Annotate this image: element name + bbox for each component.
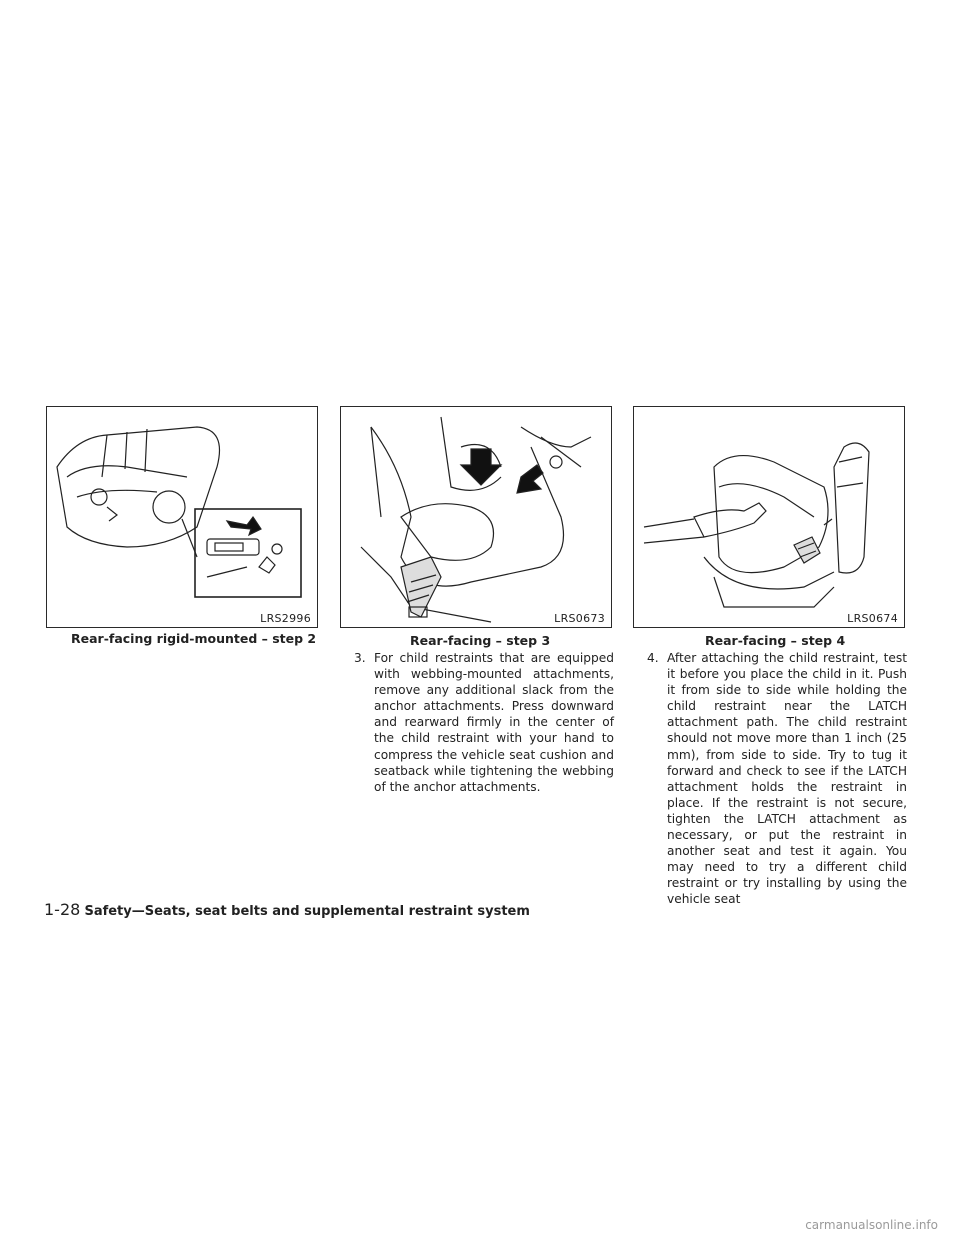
- watermark: carmanualsonline.info: [805, 1218, 938, 1232]
- section-title: Safety—Seats, seat belts and supplemental restraint system: [84, 904, 530, 919]
- figure-code: LRS2996: [260, 612, 311, 625]
- figure-caption: Rear-facing – step 3: [410, 633, 551, 648]
- press-down-child-seat-illustration: [341, 407, 611, 627]
- step-number: 3.: [354, 651, 366, 665]
- page-footer: [44, 900, 530, 919]
- figure-rigid-mounted-step-2: [46, 406, 318, 628]
- step-4: [647, 650, 907, 908]
- rigid-mounted-latch-illustration: [47, 407, 317, 627]
- step-text: For child restraints that are equipped with webbing-mounted attachments, remove any additional slack from the anchor attachments. Press downward and rearward firmly in the center of the child restraint with your hand to compress the vehicle seat cushion and seatback while tightening the webbing of the anchor attachments.: [374, 651, 614, 794]
- step-number: 4.: [647, 651, 659, 665]
- figure-rear-facing-step-4: [633, 406, 905, 628]
- figure-caption: Rear-facing – step 4: [705, 633, 846, 648]
- figure-code: LRS0673: [554, 612, 605, 625]
- test-child-seat-illustration: [634, 407, 904, 627]
- figure-rear-facing-step-3: [340, 406, 612, 628]
- figure-caption: Rear-facing rigid-mounted – step 2: [71, 631, 317, 646]
- page-number: 1-28: [44, 900, 81, 919]
- step-text: After attaching the child restraint, test it before you place the child in it. Push it from side to side while holding the child restraint near the LATCH attachment path. The child restraint should not move more than 1 inch (25 mm), from side to side. Try to tug it forward and check to see if the LATCH attachment holds the restraint in place. If the restraint is not secure, tighten the LATCH attachment as necessary, or put the restraint in another seat and test it again. You may need to try a different child restraint or try installing by using the vehicle seat: [667, 651, 907, 907]
- figure-code: LRS0674: [847, 612, 898, 625]
- step-3: [354, 650, 614, 795]
